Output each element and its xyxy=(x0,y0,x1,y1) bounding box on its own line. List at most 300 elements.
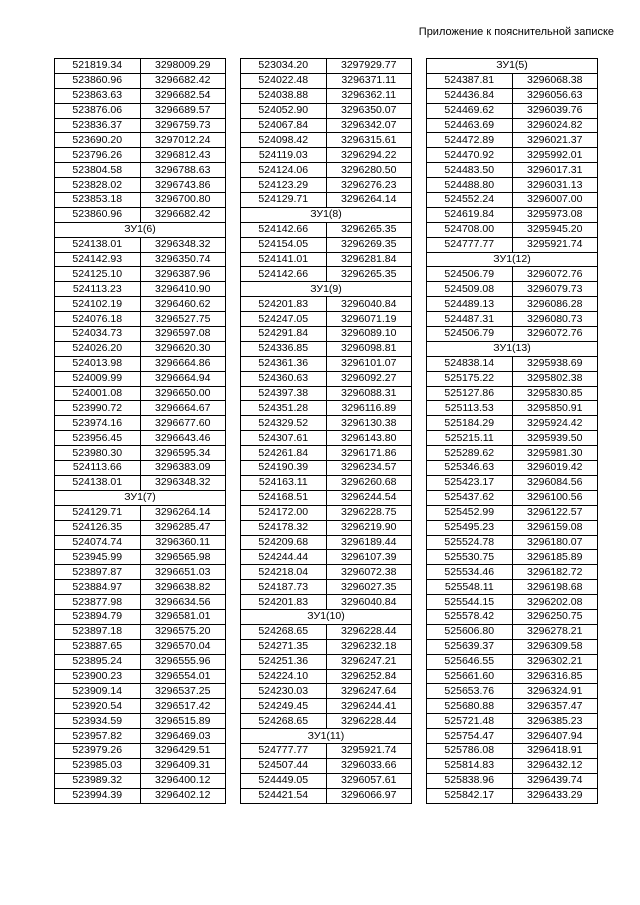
coordinate-row xyxy=(55,297,226,312)
coordinate-x: 523690.20 xyxy=(55,133,141,148)
coordinate-x: 524777.77 xyxy=(427,237,513,252)
coordinate-row xyxy=(55,595,226,610)
coordinate-x: 525578.42 xyxy=(427,609,513,624)
coordinate-row xyxy=(55,758,226,773)
coordinate-x: 523980.30 xyxy=(55,446,141,461)
section-label: ЗУ1(11) xyxy=(241,729,412,744)
coordinate-row xyxy=(427,669,598,684)
coordinate-row xyxy=(55,237,226,252)
coordinate-y: 3296387.96 xyxy=(140,267,226,282)
coordinate-y: 3296180.07 xyxy=(512,535,598,550)
coordinate-y: 3296260.68 xyxy=(326,475,412,490)
coordinate-row xyxy=(241,88,412,103)
coordinate-y: 3296244.54 xyxy=(326,490,412,505)
coordinate-row xyxy=(427,356,598,371)
coordinate-row xyxy=(241,148,412,163)
coordinate-x: 524178.32 xyxy=(241,520,327,535)
coordinate-row xyxy=(55,59,226,74)
coordinate-x: 524291.84 xyxy=(241,327,327,342)
coordinate-row xyxy=(241,267,412,282)
coordinate-y: 3296276.23 xyxy=(326,178,412,193)
coordinate-y: 3296228.44 xyxy=(326,624,412,639)
coordinate-row xyxy=(55,371,226,386)
coordinate-y: 3296677.60 xyxy=(140,416,226,431)
coordinate-y: 3296072.38 xyxy=(326,565,412,580)
coordinate-row xyxy=(241,490,412,505)
coordinate-y: 3296433.29 xyxy=(512,788,598,803)
coordinate-x: 524034.73 xyxy=(55,327,141,342)
coordinate-row xyxy=(427,654,598,669)
coordinate-row xyxy=(241,178,412,193)
coordinate-row xyxy=(241,446,412,461)
coordinate-y: 3296027.35 xyxy=(326,580,412,595)
coordinate-x: 524201.83 xyxy=(241,297,327,312)
coordinate-row xyxy=(241,714,412,729)
page-header: Приложение к пояснительной записке xyxy=(418,26,614,38)
coordinate-row xyxy=(241,639,412,654)
coordinate-row xyxy=(427,788,598,803)
coordinate-y: 3295921.74 xyxy=(512,237,598,252)
coordinate-row xyxy=(427,699,598,714)
coordinate-y: 3296232.18 xyxy=(326,639,412,654)
coordinate-x: 523034.20 xyxy=(241,59,327,74)
coordinate-x: 524483.50 xyxy=(427,163,513,178)
section-header-row xyxy=(241,282,412,297)
coordinate-row xyxy=(427,490,598,505)
coordinate-x: 525437.62 xyxy=(427,490,513,505)
coordinate-x: 525452.99 xyxy=(427,505,513,520)
coordinate-x: 524351.28 xyxy=(241,401,327,416)
coordinate-row xyxy=(241,401,412,416)
coordinate-x: 524397.38 xyxy=(241,386,327,401)
coordinate-y: 3296689.57 xyxy=(140,103,226,118)
coordinate-y: 3295973.08 xyxy=(512,207,598,222)
coordinate-row xyxy=(241,386,412,401)
coordinate-y: 3296247.21 xyxy=(326,654,412,669)
coordinate-row xyxy=(55,148,226,163)
coordinate-x: 523989.32 xyxy=(55,773,141,788)
coordinate-y: 3296033.66 xyxy=(326,758,412,773)
coordinate-row xyxy=(241,222,412,237)
coordinate-y: 3296264.14 xyxy=(140,505,226,520)
coordinate-row xyxy=(427,729,598,744)
coordinate-y: 3296316.85 xyxy=(512,669,598,684)
coordinate-row xyxy=(55,103,226,118)
coordinate-x: 524013.98 xyxy=(55,356,141,371)
coordinate-y: 3296100.56 xyxy=(512,490,598,505)
coordinate-x: 524113.23 xyxy=(55,282,141,297)
coordinate-row xyxy=(427,386,598,401)
coordinate-x: 523895.24 xyxy=(55,654,141,669)
coordinates-table-right xyxy=(426,58,598,804)
coordinate-x: 524163.11 xyxy=(241,475,327,490)
coordinate-x: 523894.79 xyxy=(55,609,141,624)
coordinate-row xyxy=(241,624,412,639)
coordinate-y: 3296409.31 xyxy=(140,758,226,773)
coordinate-row xyxy=(55,550,226,565)
coordinate-row xyxy=(241,505,412,520)
coordinate-x: 525786.08 xyxy=(427,743,513,758)
coordinate-x: 524463.69 xyxy=(427,118,513,133)
coordinate-x: 523860.96 xyxy=(55,207,141,222)
coordinate-x: 524271.35 xyxy=(241,639,327,654)
coordinate-row xyxy=(427,237,598,252)
coordinate-row xyxy=(55,163,226,178)
coordinate-x: 524489.13 xyxy=(427,297,513,312)
section-label: ЗУ1(6) xyxy=(55,222,226,237)
coordinate-y: 3296432.12 xyxy=(512,758,598,773)
coordinate-y: 3296278.21 xyxy=(512,624,598,639)
coordinate-y: 3296565.98 xyxy=(140,550,226,565)
coordinate-row xyxy=(427,178,598,193)
coordinate-y: 3296281.84 xyxy=(326,252,412,267)
coordinate-row xyxy=(241,341,412,356)
coordinate-y: 3296418.91 xyxy=(512,743,598,758)
section-label: ЗУ1(12) xyxy=(427,252,598,267)
coordinate-y: 3296092.27 xyxy=(326,371,412,386)
coordinate-y: 3296017.31 xyxy=(512,163,598,178)
coordinate-y: 3296595.34 xyxy=(140,446,226,461)
coordinate-y: 3296460.62 xyxy=(140,297,226,312)
coordinate-row xyxy=(241,684,412,699)
coordinate-row xyxy=(241,327,412,342)
coordinate-y: 3296182.72 xyxy=(512,565,598,580)
coordinate-row xyxy=(241,654,412,669)
coordinate-x: 523876.06 xyxy=(55,103,141,118)
coordinate-x: 524387.81 xyxy=(427,73,513,88)
coordinate-x: 524436.84 xyxy=(427,88,513,103)
coordinate-y: 3296700.80 xyxy=(140,193,226,208)
coordinate-x: 523994.39 xyxy=(55,788,141,803)
coordinate-x: 524138.01 xyxy=(55,475,141,490)
coordinate-y: 3296348.32 xyxy=(140,475,226,490)
coordinate-y: 3296362.11 xyxy=(326,88,412,103)
coordinate-row xyxy=(241,297,412,312)
coordinate-y: 3296555.96 xyxy=(140,654,226,669)
coordinate-row xyxy=(55,267,226,282)
coordinate-row xyxy=(55,714,226,729)
coordinate-x: 524268.65 xyxy=(241,624,327,639)
coordinate-row xyxy=(55,133,226,148)
coordinate-x: 525646.55 xyxy=(427,654,513,669)
coordinate-y: 3296198.68 xyxy=(512,580,598,595)
coordinate-x: 524230.03 xyxy=(241,684,327,699)
coordinate-row xyxy=(427,416,598,431)
coordinate-x: 525838.96 xyxy=(427,773,513,788)
coordinate-row xyxy=(55,73,226,88)
coordinate-row xyxy=(427,580,598,595)
coordinate-x: 524470.92 xyxy=(427,148,513,163)
coordinate-row xyxy=(427,88,598,103)
coordinate-row xyxy=(241,520,412,535)
coordinate-row xyxy=(55,580,226,595)
coordinate-x: 523934.59 xyxy=(55,714,141,729)
coordinate-x: 524421.54 xyxy=(241,788,327,803)
coordinate-y: 3296039.76 xyxy=(512,103,598,118)
coordinate-x: 524249.45 xyxy=(241,699,327,714)
coordinate-y: 3296269.35 xyxy=(326,237,412,252)
coordinate-row xyxy=(55,207,226,222)
coordinate-y: 3296088.31 xyxy=(326,386,412,401)
coordinate-x: 525653.76 xyxy=(427,684,513,699)
coordinate-x: 524487.31 xyxy=(427,312,513,327)
coordinate-x: 525215.11 xyxy=(427,431,513,446)
coordinate-y: 3296185.89 xyxy=(512,550,598,565)
coordinate-row xyxy=(55,431,226,446)
coordinate-y: 3296469.03 xyxy=(140,729,226,744)
coordinate-x: 524507.44 xyxy=(241,758,327,773)
coordinate-y: 3296247.64 xyxy=(326,684,412,699)
coordinate-y: 3296620.30 xyxy=(140,341,226,356)
coordinate-row xyxy=(427,461,598,476)
coordinate-x: 523900.23 xyxy=(55,669,141,684)
coordinate-x: 523897.87 xyxy=(55,565,141,580)
coordinate-y: 3296581.01 xyxy=(140,609,226,624)
coordinate-x: 523956.45 xyxy=(55,431,141,446)
section-header-row xyxy=(427,341,598,356)
coordinate-y: 3296302.21 xyxy=(512,654,598,669)
coordinate-row xyxy=(55,401,226,416)
coordinate-row xyxy=(427,446,598,461)
coordinate-y: 3296122.57 xyxy=(512,505,598,520)
coordinate-row xyxy=(55,773,226,788)
coordinate-x: 524552.24 xyxy=(427,193,513,208)
coordinate-y: 3296071.19 xyxy=(326,312,412,327)
coordinate-x: 524142.66 xyxy=(241,267,327,282)
coordinate-y: 3295921.74 xyxy=(326,743,412,758)
section-header-row xyxy=(241,729,412,744)
coordinate-x: 525606.80 xyxy=(427,624,513,639)
coordinate-row xyxy=(241,595,412,610)
coordinate-y: 3296264.14 xyxy=(326,193,412,208)
coordinate-y: 3296089.10 xyxy=(326,327,412,342)
coordinate-x: 521819.34 xyxy=(55,59,141,74)
coordinate-y: 3296068.38 xyxy=(512,73,598,88)
coordinate-row xyxy=(241,416,412,431)
coordinate-x: 524619.84 xyxy=(427,207,513,222)
coordinate-x: 524123.29 xyxy=(241,178,327,193)
coordinate-x: 525524.78 xyxy=(427,535,513,550)
coordinate-row xyxy=(427,193,598,208)
coordinate-x: 524360.63 xyxy=(241,371,327,386)
coordinate-x: 523884.97 xyxy=(55,580,141,595)
coordinate-x: 524777.77 xyxy=(241,743,327,758)
coordinate-row xyxy=(55,505,226,520)
coordinate-y: 3296107.39 xyxy=(326,550,412,565)
coordinate-y: 3296410.90 xyxy=(140,282,226,297)
coordinate-y: 3296743.86 xyxy=(140,178,226,193)
coordinate-row xyxy=(55,282,226,297)
coordinate-y: 3296517.42 xyxy=(140,699,226,714)
coordinate-x: 524076.18 xyxy=(55,312,141,327)
section-label: ЗУ1(10) xyxy=(241,609,412,624)
coordinate-row xyxy=(427,431,598,446)
coordinate-row xyxy=(427,773,598,788)
section-header-row xyxy=(241,207,412,222)
coordinate-row xyxy=(427,505,598,520)
coordinate-y: 3296759.73 xyxy=(140,118,226,133)
coordinate-x: 524469.62 xyxy=(427,103,513,118)
coordinate-x: 524022.48 xyxy=(241,73,327,88)
coordinate-y: 3296057.61 xyxy=(326,773,412,788)
coordinate-x: 523860.96 xyxy=(55,73,141,88)
coordinate-x: 524209.68 xyxy=(241,535,327,550)
coordinate-y: 3296031.13 xyxy=(512,178,598,193)
coordinate-x: 524074.74 xyxy=(55,535,141,550)
coordinate-x: 524124.06 xyxy=(241,163,327,178)
coordinate-x: 524708.00 xyxy=(427,222,513,237)
coordinate-x: 524154.05 xyxy=(241,237,327,252)
coordinate-x: 524336.85 xyxy=(241,341,327,356)
coordinate-x: 524218.04 xyxy=(241,565,327,580)
coordinate-y: 3296342.07 xyxy=(326,118,412,133)
coordinate-x: 525544.15 xyxy=(427,595,513,610)
coordinate-row xyxy=(241,133,412,148)
coordinate-y: 3296348.32 xyxy=(140,237,226,252)
coordinate-y: 3296079.73 xyxy=(512,282,598,297)
coordinate-row xyxy=(55,461,226,476)
coordinate-x: 524224.10 xyxy=(241,669,327,684)
coordinate-x: 524449.05 xyxy=(241,773,327,788)
coordinate-x: 525184.29 xyxy=(427,416,513,431)
coordinate-y: 3296597.08 xyxy=(140,327,226,342)
coordinate-row xyxy=(55,252,226,267)
coordinate-row xyxy=(55,565,226,580)
coordinate-y: 3296575.20 xyxy=(140,624,226,639)
coordinate-x: 524026.20 xyxy=(55,341,141,356)
coordinate-y: 3296385.23 xyxy=(512,714,598,729)
coordinate-x: 524361.36 xyxy=(241,356,327,371)
coordinate-y: 3296294.22 xyxy=(326,148,412,163)
coordinate-y: 3295924.42 xyxy=(512,416,598,431)
coordinate-row xyxy=(241,431,412,446)
coordinate-x: 524506.79 xyxy=(427,327,513,342)
coordinate-x: 525661.60 xyxy=(427,669,513,684)
coordinate-row xyxy=(241,565,412,580)
coordinate-y: 3296664.94 xyxy=(140,371,226,386)
coordinate-y: 3296360.11 xyxy=(140,535,226,550)
coordinate-row xyxy=(55,639,226,654)
coordinate-y: 3296350.07 xyxy=(326,103,412,118)
coordinate-y: 3296098.81 xyxy=(326,341,412,356)
coordinate-x: 524509.08 xyxy=(427,282,513,297)
coordinate-y: 3297929.77 xyxy=(326,59,412,74)
coordinate-row xyxy=(55,312,226,327)
coordinate-y: 3296072.76 xyxy=(512,327,598,342)
coordinate-row xyxy=(427,371,598,386)
coordinate-y: 3296040.84 xyxy=(326,297,412,312)
coordinate-row xyxy=(427,282,598,297)
coordinate-row xyxy=(241,580,412,595)
coordinate-row xyxy=(427,267,598,282)
coordinate-x: 524113.66 xyxy=(55,461,141,476)
coordinate-row xyxy=(427,118,598,133)
coordinate-y: 3296040.84 xyxy=(326,595,412,610)
coordinate-x: 525814.83 xyxy=(427,758,513,773)
coordinate-y: 3296650.00 xyxy=(140,386,226,401)
coordinate-y: 3296664.67 xyxy=(140,401,226,416)
coordinate-y: 3296682.42 xyxy=(140,73,226,88)
coordinate-x: 524251.36 xyxy=(241,654,327,669)
coordinate-row xyxy=(241,103,412,118)
coordinate-x: 524129.71 xyxy=(241,193,327,208)
coordinate-row xyxy=(55,327,226,342)
coordinate-row xyxy=(241,163,412,178)
coordinate-y: 3295992.01 xyxy=(512,148,598,163)
coordinate-y: 3296664.86 xyxy=(140,356,226,371)
coordinate-row xyxy=(55,356,226,371)
coordinate-x: 524102.19 xyxy=(55,297,141,312)
coordinate-y: 3295939.50 xyxy=(512,431,598,446)
coordinate-x: 523836.37 xyxy=(55,118,141,133)
coordinate-x: 525495.23 xyxy=(427,520,513,535)
coordinate-row xyxy=(55,609,226,624)
coordinate-row xyxy=(55,386,226,401)
coordinate-y: 3296682.42 xyxy=(140,207,226,222)
coordinate-x: 524001.08 xyxy=(55,386,141,401)
coordinate-row xyxy=(55,699,226,714)
coordinate-row xyxy=(427,207,598,222)
coordinate-x: 524838.14 xyxy=(427,356,513,371)
coordinate-y: 3296407.94 xyxy=(512,729,598,744)
coordinate-row xyxy=(241,535,412,550)
coordinate-y: 3296285.47 xyxy=(140,520,226,535)
coordinate-y: 3296250.75 xyxy=(512,609,598,624)
coordinate-x: 523877.98 xyxy=(55,595,141,610)
coordinate-row xyxy=(427,475,598,490)
coordinate-row xyxy=(427,624,598,639)
coordinate-y: 3296439.74 xyxy=(512,773,598,788)
coordinate-x: 524307.61 xyxy=(241,431,327,446)
coordinate-y: 3296371.11 xyxy=(326,73,412,88)
coordinate-y: 3296189.44 xyxy=(326,535,412,550)
coordinate-y: 3296228.75 xyxy=(326,505,412,520)
section-label: ЗУ1(5) xyxy=(427,59,598,74)
coordinate-y: 3296402.12 xyxy=(140,788,226,803)
coordinate-row xyxy=(241,312,412,327)
coordinate-x: 524125.10 xyxy=(55,267,141,282)
coordinate-y: 3296357.47 xyxy=(512,699,598,714)
coordinate-y: 3296252.84 xyxy=(326,669,412,684)
coordinate-x: 524244.44 xyxy=(241,550,327,565)
coordinate-x: 525754.47 xyxy=(427,729,513,744)
coordinate-y: 3296634.56 xyxy=(140,595,226,610)
coordinate-row xyxy=(427,163,598,178)
coordinate-y: 3296554.01 xyxy=(140,669,226,684)
coordinate-row xyxy=(241,475,412,490)
coordinate-y: 3296315.61 xyxy=(326,133,412,148)
coordinate-y: 3296159.08 xyxy=(512,520,598,535)
coordinate-x: 524009.99 xyxy=(55,371,141,386)
coordinate-x: 523853.18 xyxy=(55,193,141,208)
coordinate-y: 3295802.38 xyxy=(512,371,598,386)
coordinate-x: 523974.16 xyxy=(55,416,141,431)
coordinate-row xyxy=(55,416,226,431)
coordinate-y: 3296643.46 xyxy=(140,431,226,446)
coordinate-x: 524201.83 xyxy=(241,595,327,610)
coordinate-x: 524168.51 xyxy=(241,490,327,505)
coordinate-x: 524506.79 xyxy=(427,267,513,282)
coordinate-y: 3296570.04 xyxy=(140,639,226,654)
coordinate-row xyxy=(241,237,412,252)
coordinate-y: 3296682.54 xyxy=(140,88,226,103)
coordinate-y: 3296066.97 xyxy=(326,788,412,803)
coordinate-row xyxy=(427,401,598,416)
coordinate-y: 3295981.30 xyxy=(512,446,598,461)
coordinate-x: 525289.62 xyxy=(427,446,513,461)
coordinate-y: 3296130.38 xyxy=(326,416,412,431)
section-label: ЗУ1(7) xyxy=(55,490,226,505)
